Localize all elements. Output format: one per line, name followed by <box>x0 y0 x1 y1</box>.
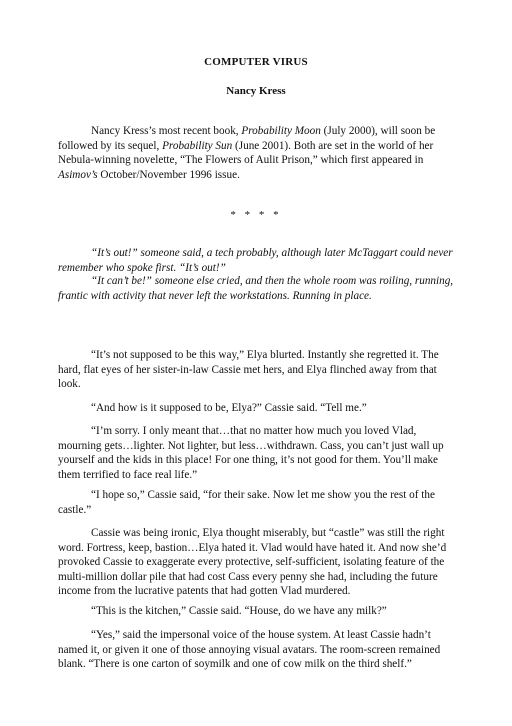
magazine-title: Asimov’s <box>58 168 98 181</box>
body-paragraph: “I’m sorry. I only meant that…that no matter how much you loved Vlad, mourning gets…lighter. Not lighter, but less…withdrawn. Cass, you can’t just wall up yourself and the kids in this place! For one thing, it’s not good for them. You’ll make them terrified to face real life.” <box>58 425 444 481</box>
body-paragraph: Cassie was being ironic, Elya thought miserably, but “castle” was still the right word. Fortress, keep, bastion…Elya hated it. Vlad would have hated it. And now she’d provoked Cassie to exaggerate every protective, self-sufficient, isolating feature of the multi-million dollar pile that had cost Cass every penny she had, including the future income from the lucrative patents that had gotten Vlad murdered. <box>58 527 447 597</box>
body-paragraph: “Yes,” said the impersonal voice of the house system. At least Cassie hadn’t named it, or given it one of those annoying visual avatars. The room-screen remained blank. “There is one carton of soymilk and one of cow milk on the third shelf.” <box>58 629 441 670</box>
body-paragraph: “It’s not supposed to be this way,” Elya blurted. Instantly she regretted it. The hard, flat eyes of her sister-in-law Cassie met hers, and Elya flinched away from that look. <box>58 349 439 390</box>
italic-paragraph: “It’s out!” someone said, a tech probably, although later McTaggart could never remember who spoke first. “It’s out!” <box>58 247 453 274</box>
italic-paragraph: “It can’t be!” someone else cried, and then the whole room was roiling, running, frantic with activity that never left the workstations. Running in place. <box>58 275 454 302</box>
author-name: Nancy Kress <box>226 85 286 97</box>
body-paragraph: “I hope so,” Cassie said, “for their sake. Now let me show you the rest of the castle.” <box>58 489 435 516</box>
intro-paragraph <box>58 124 458 182</box>
story-title: COMPUTER VIRUS <box>204 56 308 68</box>
section-separator: * * * * <box>230 209 282 221</box>
intro-text: (July 2000), will soon be followed by its sequel, <box>58 125 436 152</box>
book-title: Probability Sun <box>162 139 233 152</box>
intro-text: (June 2001). Both are set in the world of her Nebula-winning novelette, “The Flowers of Aulit Prison,” which first appeared in <box>58 139 434 166</box>
body-paragraph: “This is the kitchen,” Cassie said. “House, do we have any milk?” <box>91 605 387 617</box>
intro-text: October/November 1996 issue. <box>97 168 240 181</box>
book-title: Probability Moon <box>241 125 321 137</box>
intro-text: Nancy Kress’s most recent book, <box>91 125 242 137</box>
body-paragraph: “And how is it supposed to be, Elya?” Cassie said. “Tell me.” <box>91 402 367 414</box>
